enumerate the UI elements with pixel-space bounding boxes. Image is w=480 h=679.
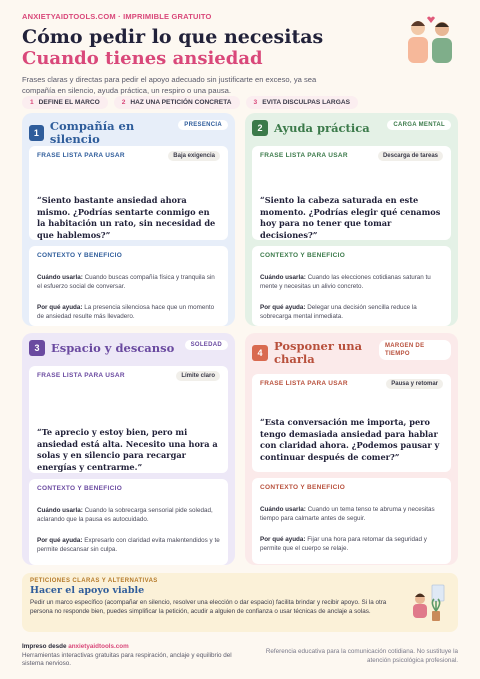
why-text — [260, 303, 443, 321]
site-link[interactable]: anxietyaidtools.com — [68, 643, 129, 650]
context-label: CONTEXTO Y BENEFICIO — [37, 252, 123, 259]
card-tag: MARGEN DE TIEMPO — [379, 340, 451, 360]
phrase-quote: “Te aprecio y estoy bien, pero mi ansiedad está alta. Necesito una hora a solas y en silencio para recargar energías y centrarme.” — [37, 427, 218, 472]
why-label: Por qué ayuda: — [260, 536, 306, 543]
step-1 — [22, 96, 108, 109]
page-title: Cómo pedir lo que necesitas — [22, 26, 324, 48]
card-title: Espacio y descanso — [51, 340, 175, 355]
card-postpone-talk — [245, 333, 458, 565]
phrase-badge: Descarga de tareas — [378, 151, 443, 161]
header — [22, 12, 402, 96]
card-title: Ayuda práctica — [274, 120, 370, 135]
context-label: CONTEXTO Y BENEFICIO — [37, 485, 123, 492]
step-label: EVITA DISCULPAS LARGAS — [262, 99, 350, 106]
context-box — [252, 246, 451, 326]
why-value: Delegar una decisión sencilla reduce la sobrecarga mental inmediata. — [260, 304, 417, 320]
panel-kicker: PETICIONES CLARAS Y ALTERNATIVAS — [30, 578, 158, 584]
step-number: 2 — [121, 99, 126, 106]
footer-disclaimer: Referencia educativa para la comunicación cotidiana. No sustituye la atención psicológica profesional. — [265, 648, 458, 664]
printed-from-label: Impreso desde — [22, 643, 67, 650]
card-title: Compañía en silencio — [49, 119, 135, 146]
footer-left — [22, 643, 232, 669]
brand-line: ANXIETYAIDTOOLS.COM · IMPRIMIBLE GRATUITO — [22, 12, 212, 21]
card-number: 1 — [29, 125, 44, 141]
step-label: DEFINE EL MARCO — [38, 99, 100, 106]
context-label: CONTEXTO Y BENEFICIO — [260, 484, 346, 491]
when-value: Cuando las elecciones cotidianas saturan tu mente y necesitas un alivio concreto. — [260, 274, 431, 290]
phrase-quote: “Siento la cabeza saturada en este momento. ¿Podrías elegir qué cenamos hoy para no tener que tomar decisiones?” — [260, 195, 441, 240]
card-number: 2 — [252, 120, 268, 136]
when-label: Cuándo usarla: — [260, 274, 306, 281]
step-number: 3 — [253, 99, 258, 106]
when-label: Cuándo usarla: — [260, 506, 306, 513]
when-value: Cuando la sobrecarga sensorial pide soledad, aclarando que la pausa es autocuidado. — [37, 507, 213, 523]
step-2 — [114, 96, 240, 109]
card-number: 4 — [252, 345, 268, 361]
phrase-label: FRASE LISTA PARA USAR — [260, 380, 348, 387]
phrase-label: FRASE LISTA PARA USAR — [260, 152, 348, 159]
why-text — [37, 303, 220, 321]
two-people-illustration — [400, 14, 460, 66]
phrase-label: FRASE LISTA PARA USAR — [37, 372, 125, 379]
phrase-box — [252, 146, 451, 240]
when-text — [37, 506, 220, 524]
step-number: 1 — [30, 99, 34, 106]
why-label: Por qué ayuda: — [37, 304, 83, 311]
card-title: Posponer una charla — [274, 339, 363, 366]
phrase-badge: Baja exigencia — [168, 151, 220, 161]
card-number: 3 — [29, 340, 45, 356]
card-company-silence — [22, 113, 235, 326]
card-tag: PRESENCIA — [178, 120, 228, 130]
card-practical-help — [245, 113, 458, 326]
card-space-rest — [22, 333, 235, 565]
why-value: La presencia silenciosa hace que un momento de ansiedad resulte más llevadero. — [37, 304, 215, 320]
when-label: Cuándo usarla: — [37, 274, 83, 281]
page-subtitle: Cuando tienes ansiedad — [22, 48, 263, 69]
printed-from — [22, 643, 232, 652]
phrase-box — [29, 366, 228, 473]
card-tag: SOLEDAD — [185, 340, 228, 350]
when-text — [37, 273, 220, 291]
why-text — [260, 535, 443, 553]
phrase-quote: “Esta conversación me importa, pero tengo demasiada ansiedad para hablar con claridad ahora. ¿Podemos pausar y continuar después de comer?” — [260, 417, 440, 462]
step-label: HAZ UNA PETICIÓN CONCRETA — [130, 99, 232, 106]
when-label: Cuándo usarla: — [37, 507, 83, 514]
intro-text: Frases claras y directas para pedir el apoyo adecuado sin justificarte en exceso, ya sea compañía en silencio, ayuda práctica, un respiro o una pausa. — [22, 75, 317, 95]
when-text — [260, 505, 443, 523]
context-box — [252, 478, 451, 564]
when-value: Cuando un tema tenso te abruma y necesitas tiempo para calmarte antes de seguir. — [260, 506, 435, 522]
context-label: CONTEXTO Y BENEFICIO — [260, 252, 346, 259]
alternatives-panel — [22, 573, 458, 632]
panel-text: Pedir un marco específico (acompañar en silencio, resolver una elección o dar espacio) facilita brindar y recibir apoyo. Si la otra persona no responde bien, puedes simplificar la petición, acudir a alguien de confianza o usar técnicas de anclaje a solas. — [30, 599, 387, 615]
context-box — [29, 479, 228, 565]
why-label: Por qué ayuda: — [260, 304, 306, 311]
why-value: Fijar una hora para retomar da seguridad y permite que el cuerpo se relaje. — [260, 536, 427, 552]
footer-tagline: Herramientas interactivas gratuitas para respiración, anclaje y equilibrio del sistema nervioso. — [22, 651, 232, 667]
why-text — [37, 536, 220, 554]
step-3 — [246, 96, 358, 109]
phrase-box — [252, 374, 451, 472]
person-plant-illustration — [406, 581, 446, 625]
why-label: Por qué ayuda: — [37, 537, 83, 544]
panel-title: Hacer el apoyo viable — [30, 585, 145, 596]
phrase-label: FRASE LISTA PARA USAR — [37, 152, 125, 159]
when-value: Cuando buscas compañía física y tranquila sin el esfuerzo social de conversar. — [37, 274, 215, 290]
phrase-quote: “Siento bastante ansiedad ahora mismo. ¿Podrías sentarte conmigo en la habitación un rato, sin necesidad de que hablemos?” — [37, 195, 216, 240]
steps-row — [22, 96, 358, 109]
why-value: Expresarlo con claridad evita malentendidos y te permite descansar sin culpa. — [37, 537, 220, 553]
phrase-badge: Límite claro — [176, 371, 220, 381]
context-box — [29, 246, 228, 326]
when-text — [260, 273, 443, 291]
phrase-badge: Pausa y retomar — [386, 379, 443, 389]
phrase-box — [29, 146, 228, 240]
card-tag: CARGA MENTAL — [387, 120, 451, 130]
